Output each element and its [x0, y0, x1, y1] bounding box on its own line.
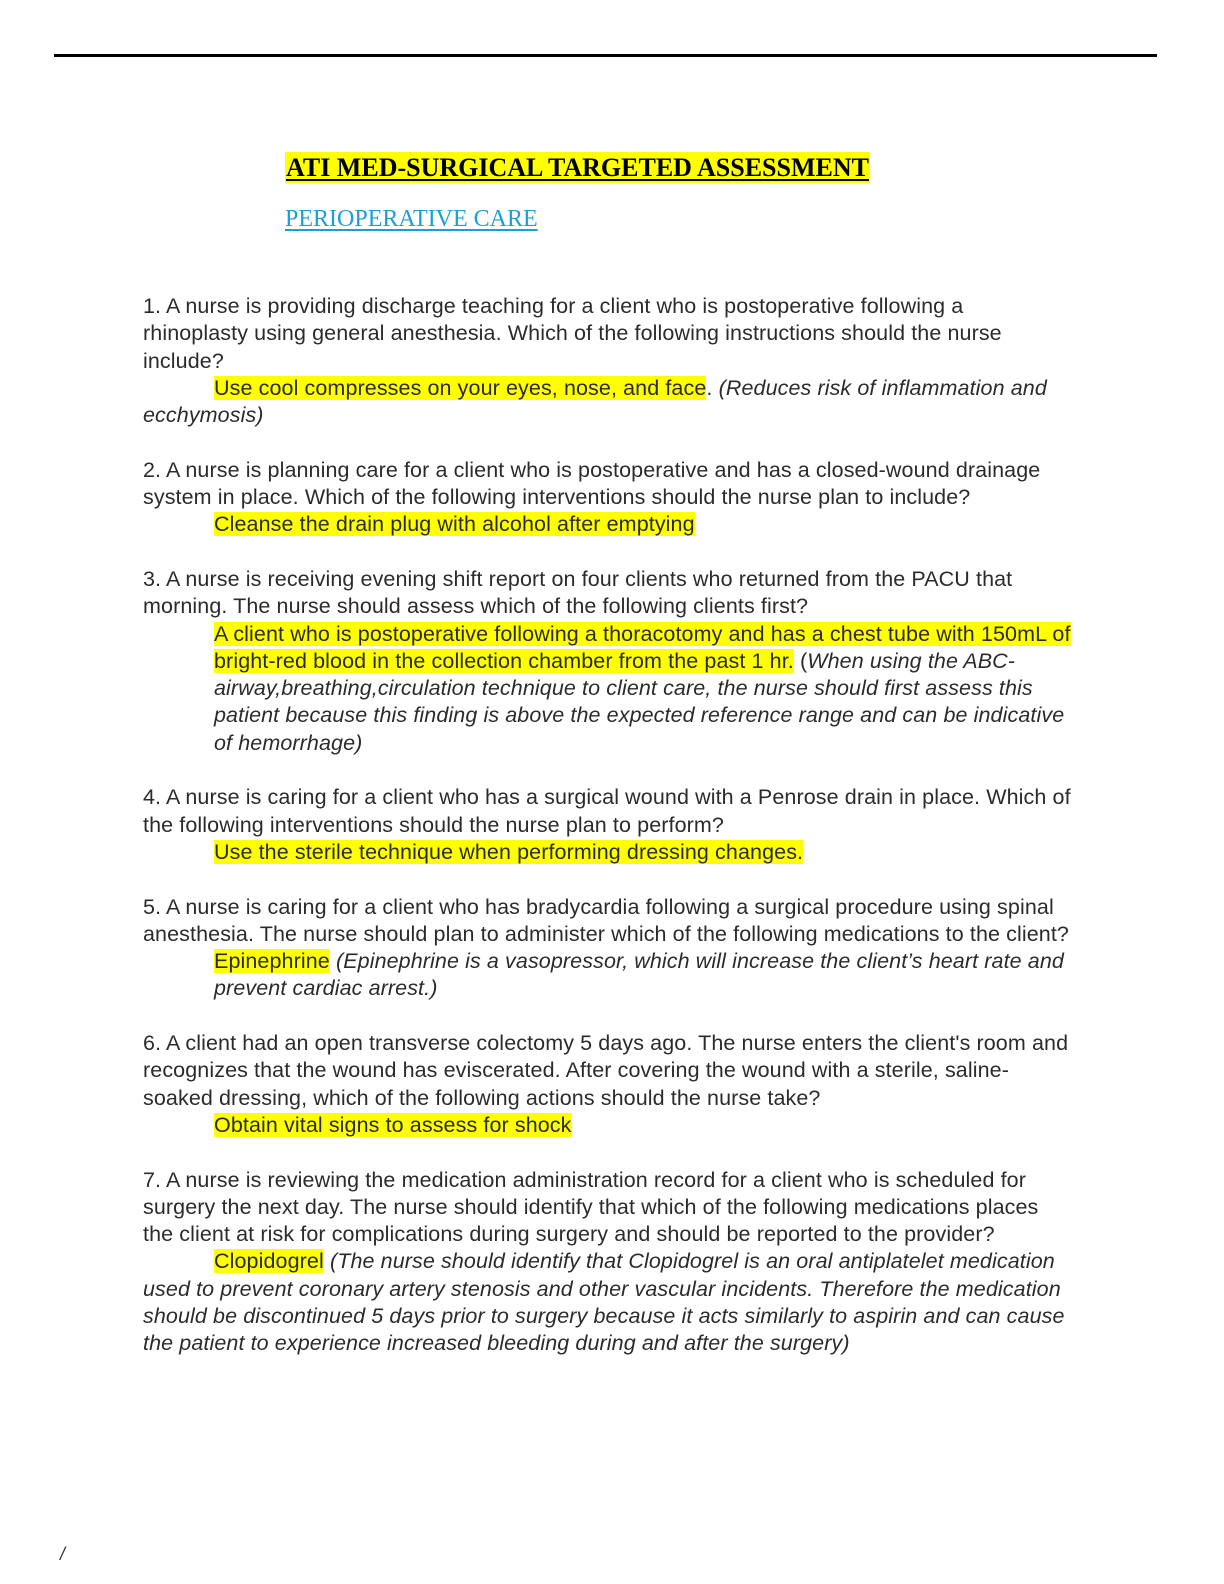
answer-explanation: (The nurse should identify that Clopidogrel is an oral antiplatelet medication used to prevent coronary artery stenosis and other vascular incidents. Therefore the medication should be discontinued 5 days prior to surgery because it acts similarly to aspirin and can cause the patient to experience increased bleeding during and after the surgery): [143, 1249, 1065, 1356]
answer-line: [143, 839, 1073, 866]
answer-highlight: Cleanse the drain plug with alcohol after emptying: [214, 512, 695, 537]
answer-line: [143, 1248, 1073, 1357]
question-list: [143, 293, 1073, 1385]
section-heading: PERIOPERATIVE CARE: [285, 206, 538, 232]
question-text: 4. A nurse is caring for a client who has a surgical wound with a Penrose drain in place. Which of the following interventions should the nurse plan to perform?: [143, 785, 1071, 837]
answer-highlight: Use the sterile technique when performing dressing changes.: [214, 839, 804, 864]
answer-explanation: When using the ABC-airway,breathing,circulation technique to client care, the nurse should first assess this patient because this finding is above the expected reference range and can be indicative of hemorrhage): [214, 648, 1065, 755]
question-text: 6. A client had an open transverse colectomy 5 days ago. The nurse enters the client's room and recognizes that the wound has eviscerated. After covering the wound with a sterile, saline-soaked dressing, which of the following actions should the nurse take?: [143, 1031, 1069, 1110]
question-5: [143, 894, 1073, 1003]
question-1: [143, 293, 1073, 429]
answer-line: A client who is postoperative following a thoracotomy and has a chest tube with 150mL of bright-red blood in the collection chamber from the past 1 hr. (When using the ABC-airway,breathing,circulation technique to client care, the nurse should first assess this patient because this finding is above the expected reference range and can be indicative of hemorrhage): [214, 621, 1071, 755]
answer-highlight: Epinephrine: [214, 949, 330, 974]
question-6: [143, 1030, 1073, 1139]
document-title: ATI MED-SURGICAL TARGETED ASSESSMENT: [286, 153, 869, 182]
answer-highlight: Use cool compresses on your eyes, nose, and face: [214, 375, 707, 400]
top-rule: [54, 54, 1157, 57]
answer-line: Use cool compresses on your eyes, nose, and face. (Reduces risk of inflammation and ecchymosis): [143, 375, 1047, 428]
question-3: [143, 566, 1073, 757]
answer-highlight: A client who is postoperative following a thoracotomy and has a chest tube with 150mL of bright-red blood in the collection chamber from the past 1 hr.: [214, 621, 1071, 673]
question-2: [143, 457, 1073, 539]
question-text: 2. A nurse is planning care for a client who is postoperative and has a closed-wound drainage system in place. Which of the following interventions should the nurse plan to include?: [143, 457, 1041, 510]
answer-explanation: (Epinephrine is a vasopressor, which will increase the client’s heart rate and prevent cardiac arrest.): [214, 949, 1064, 1001]
answer-explanation: (Reduces risk of inflammation and ecchymosis): [143, 375, 1047, 428]
answer-highlight: Clopidogrel: [214, 1249, 324, 1274]
answer-line: [143, 511, 1073, 538]
question-text: 5. A nurse is caring for a client who has bradycardia following a surgical procedure using spinal anesthesia. The nurse should plan to administer which of the following medications to the client?: [143, 894, 1069, 946]
question-text: 1. A nurse is providing discharge teaching for a client who is postoperative following a rhinoplasty using general anesthesia. Which of the following instructions should the nurse include?: [143, 294, 1002, 373]
question-text: 3. A nurse is receiving evening shift report on four clients who returned from the PACU that morning. The nurse should assess which of the following clients first?: [143, 566, 1013, 619]
question-4: [143, 784, 1073, 866]
answer-highlight: Obtain vital signs to assess for shock: [214, 1112, 572, 1137]
answer-line: [143, 1112, 1073, 1139]
answer-line: [143, 948, 1073, 1003]
question-text: 7. A nurse is reviewing the medication administration record for a client who is scheduled for surgery the next day. The nurse should identify that which of the following medications places the client at risk for complications during surgery and should be reported to the provider?: [143, 1167, 1039, 1247]
page-mark: /: [60, 1544, 66, 1564]
question-7: [143, 1167, 1073, 1358]
